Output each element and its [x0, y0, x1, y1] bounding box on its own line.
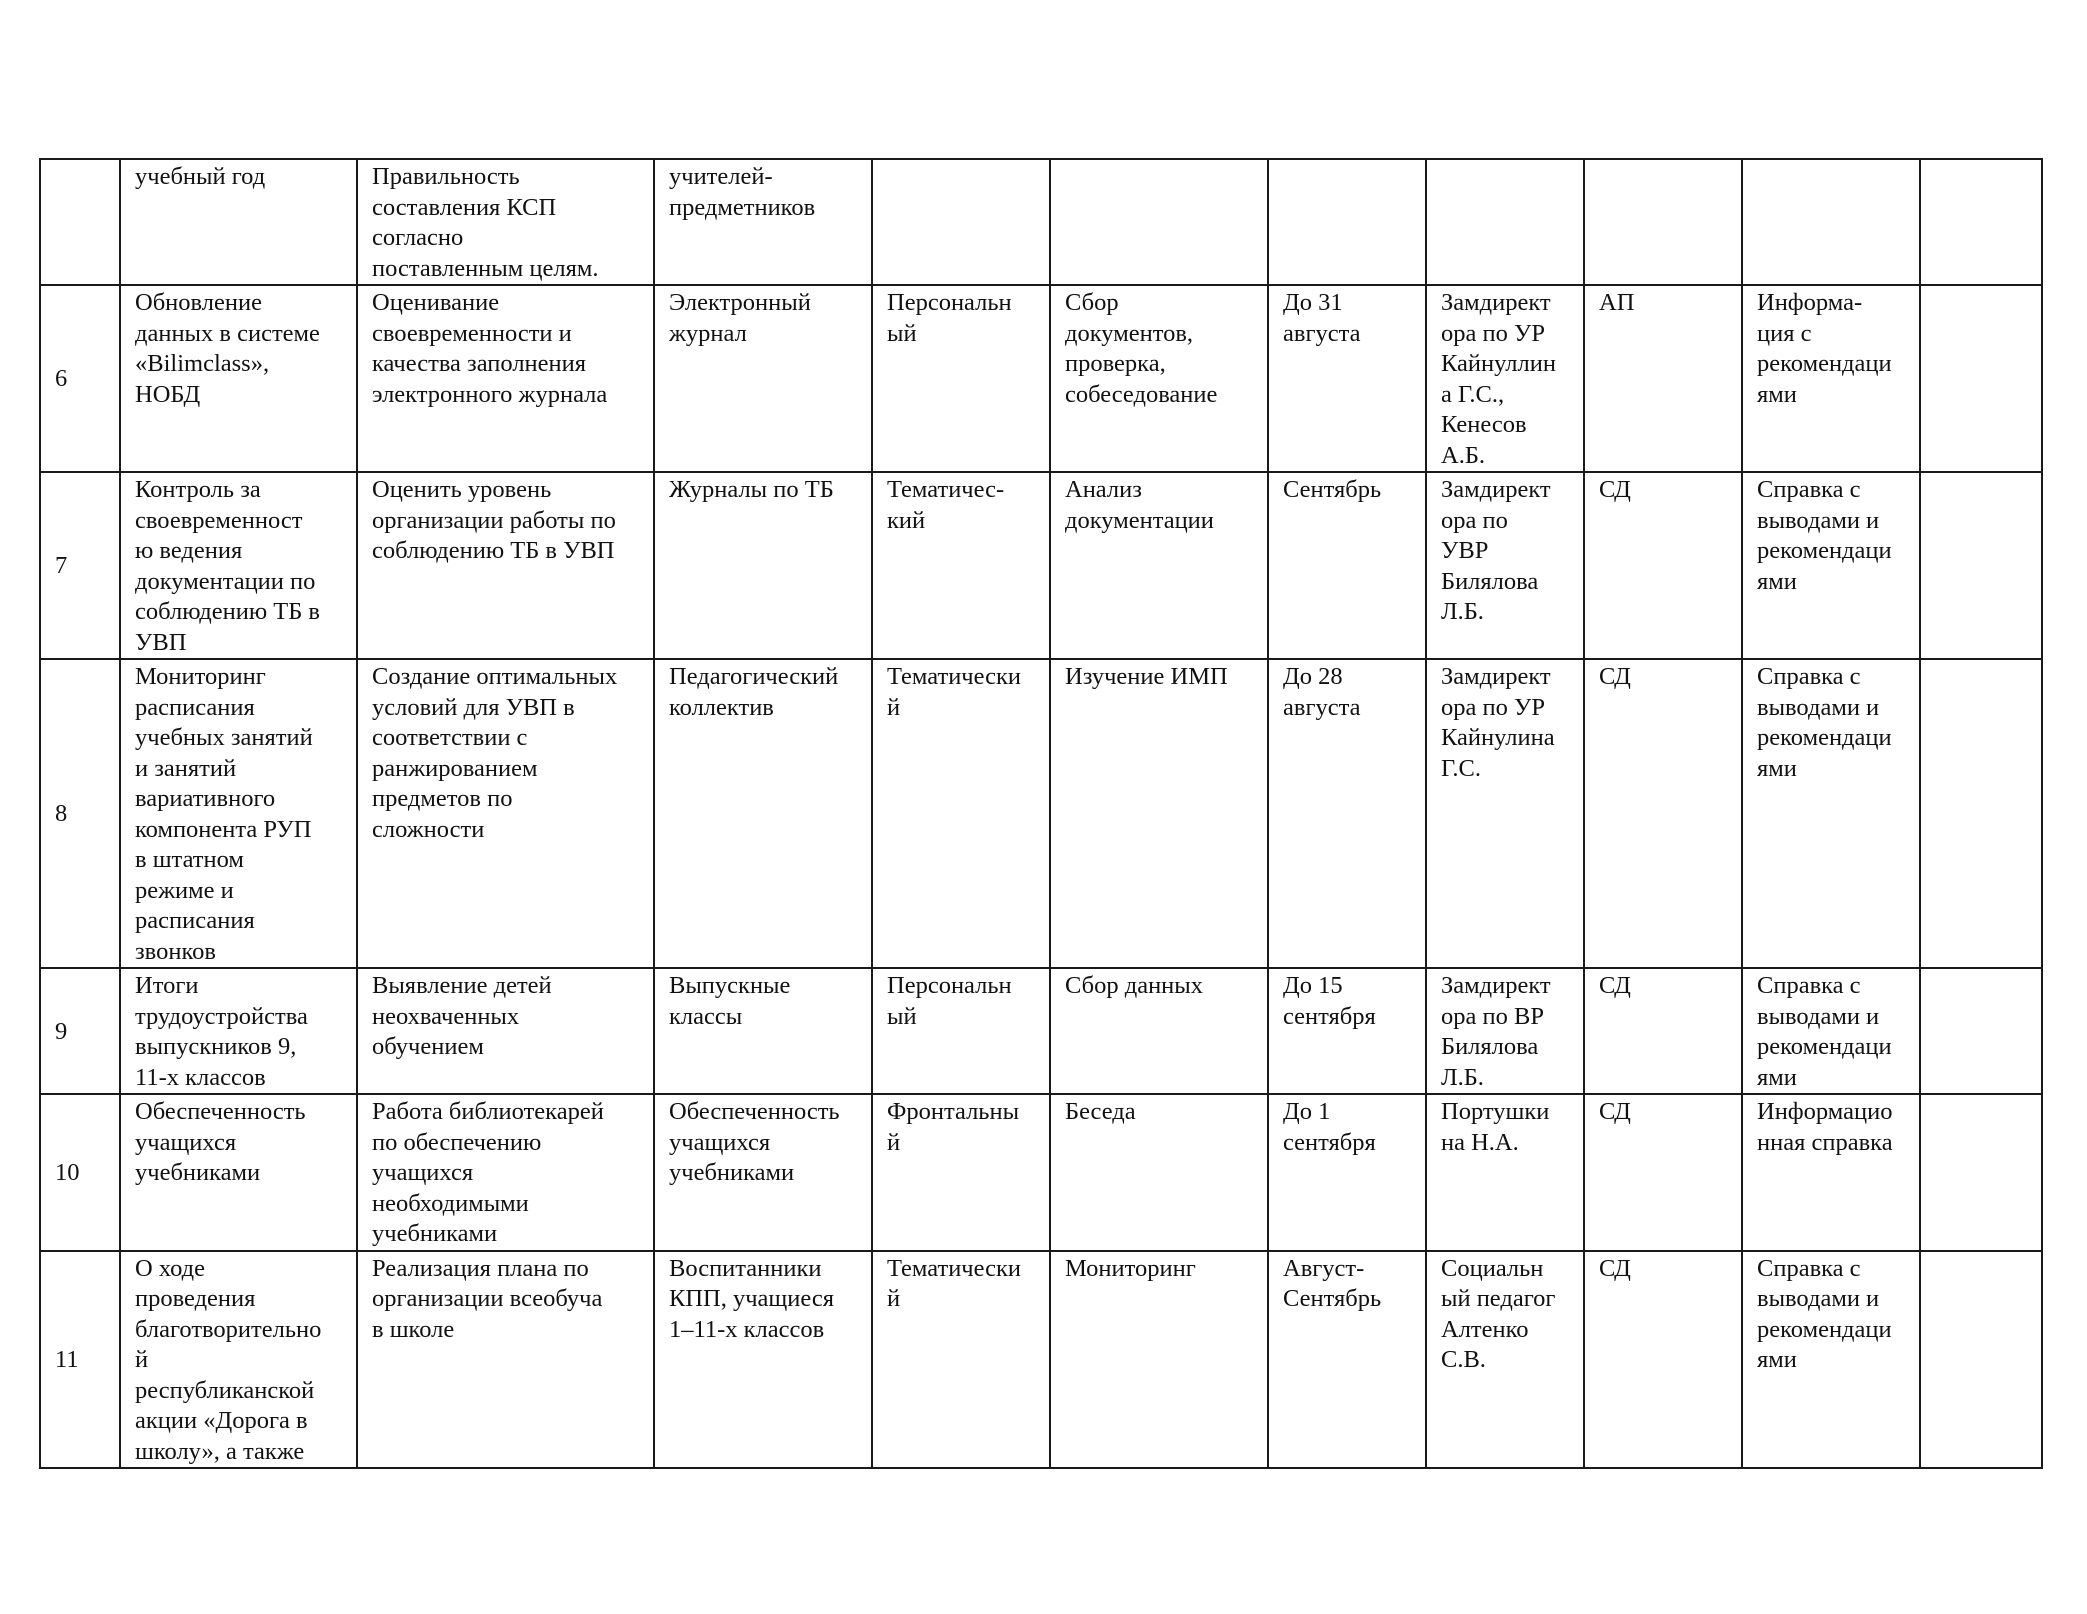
extra-cell [1920, 659, 2042, 968]
control-object-cell [654, 659, 872, 968]
cell-text-line: журнал [669, 319, 747, 347]
cell-text-line: выводами и [1757, 1285, 1880, 1312]
cell-text-line: расписания [135, 907, 255, 934]
cell-text-line: Справка с [1757, 476, 1861, 503]
cell-text-line: Оценивание [372, 289, 500, 316]
cell-text-line: необходимыми [372, 1189, 529, 1217]
control-item-cell [120, 1251, 357, 1469]
cell-text-line: Изучение ИМП [1065, 663, 1228, 690]
cell-text-line: Педагогический [669, 663, 839, 690]
table-row [40, 472, 2042, 659]
result-form-cell [1742, 1251, 1920, 1469]
control-method-cell [1050, 285, 1268, 472]
cell-text-line: УВП [135, 628, 187, 656]
review-place-cell [1584, 159, 1742, 285]
control-goal-cell [357, 472, 654, 659]
responsible-cell [1426, 159, 1584, 285]
cell-text-line: сентября [1283, 1002, 1376, 1030]
cell-text-line: До 28 [1283, 663, 1343, 690]
extra-cell [1920, 285, 2042, 472]
review-place-cell [1584, 659, 1742, 968]
cell-text-line: До 1 [1283, 1098, 1331, 1125]
control-item-cell [120, 159, 357, 285]
cell-text-line: своевременност [135, 506, 303, 534]
cell-text-line: электронного журнала [372, 380, 608, 408]
responsible-cell [1426, 472, 1584, 659]
cell-text-line: Социальн [1441, 1254, 1544, 1282]
cell-text-line: А.Б. [1441, 441, 1486, 469]
cell-text-line: Сентябрь [1283, 1285, 1382, 1312]
control-type-cell [872, 1094, 1050, 1251]
cell-text-line: школу», а также [135, 1437, 305, 1465]
cell-text-line: СД [1599, 476, 1631, 503]
cell-text-line: ый [887, 1002, 917, 1030]
cell-text-line: соблюдению ТБ в [135, 598, 320, 625]
cell-text-line: предметников [669, 193, 816, 221]
cell-text-line: неохваченных [372, 1002, 520, 1030]
cell-text-line: учащихся [372, 1159, 474, 1186]
cell-text-line: Персональн [887, 972, 1012, 999]
control-type-cell [872, 472, 1050, 659]
cell-text-line: Анализ [1065, 476, 1142, 503]
control-object-cell [654, 285, 872, 472]
review-place-cell [1584, 1094, 1742, 1251]
cell-text-line: СД [1599, 1098, 1631, 1125]
cell-text-line: Итоги [135, 972, 199, 999]
responsible-cell [1426, 1094, 1584, 1251]
control-deadline-cell [1268, 968, 1426, 1094]
control-type-cell [872, 968, 1050, 1094]
table-body [40, 159, 2042, 1468]
cell-text-line: составления КСП [372, 193, 557, 221]
cell-text-line: Август- [1283, 1254, 1365, 1282]
cell-text-line: Реализация плана по [372, 1254, 589, 1282]
cell-text-line: республиканской [135, 1376, 315, 1404]
cell-text-line: Тематически [887, 1254, 1021, 1282]
row-number-cell: 8 [40, 659, 120, 968]
cell-text-line: Замдирект [1441, 663, 1551, 690]
cell-text-line: Персональн [887, 289, 1012, 316]
cell-text-line: АП [1599, 289, 1635, 316]
cell-text-line: й [887, 1128, 901, 1156]
cell-text-line: ый педагог [1441, 1285, 1556, 1312]
cell-text-line: УВР [1441, 537, 1489, 564]
cell-text-line: учебных занятий [135, 724, 313, 751]
cell-text-line: Алтенко [1441, 1315, 1529, 1343]
cell-text-line: трудоустройства [135, 1002, 308, 1030]
result-form-cell [1742, 472, 1920, 659]
cell-text-line: документации [1065, 506, 1214, 534]
control-method-cell [1050, 968, 1268, 1094]
row-number-cell [40, 159, 120, 285]
cell-text-line: Сбор [1065, 289, 1119, 316]
cell-text-line: документации по [135, 567, 316, 595]
result-form-cell [1742, 1094, 1920, 1251]
cell-text-line: учителей- [669, 163, 773, 190]
cell-text-line: ями [1757, 380, 1797, 408]
table-row [40, 285, 2042, 472]
cell-text-line: й [887, 1285, 901, 1312]
cell-text-line: Л.Б. [1441, 1063, 1484, 1091]
cell-text-line: соблюдению ТБ в УВП [372, 537, 615, 564]
cell-text-line: СД [1599, 972, 1631, 999]
cell-text-line: Билялова [1441, 567, 1539, 595]
cell-text-line: Воспитанники [669, 1254, 822, 1282]
control-item-cell [120, 472, 357, 659]
cell-text-line: ю ведения [135, 537, 243, 564]
row-number-cell: 11 [40, 1251, 120, 1469]
cell-text-line: Замдирект [1441, 476, 1551, 503]
control-item-cell [120, 659, 357, 968]
control-deadline-cell [1268, 472, 1426, 659]
cell-text-line: Сентябрь [1283, 476, 1382, 503]
control-object-cell [654, 472, 872, 659]
result-form-cell [1742, 159, 1920, 285]
cell-text-line: Правильность [372, 163, 520, 190]
cell-text-line: режиме и [135, 876, 234, 904]
cell-text-line: Обеспеченность [669, 1098, 840, 1125]
cell-text-line: выводами и [1757, 506, 1880, 534]
table-row [40, 659, 2042, 968]
cell-text-line: августа [1283, 319, 1361, 347]
control-item-cell [120, 285, 357, 472]
cell-text-line: Выпускные [669, 972, 791, 999]
cell-text-line: Беседа [1065, 1098, 1136, 1125]
cell-text-line: До 31 [1283, 289, 1343, 316]
control-object-cell [654, 1094, 872, 1251]
cell-text-line: рекомендаци [1757, 724, 1892, 751]
cell-text-line: й [135, 1346, 149, 1373]
cell-text-line: расписания [135, 693, 255, 721]
cell-text-line: СД [1599, 1254, 1631, 1282]
cell-text-line: Справка с [1757, 1254, 1861, 1282]
cell-text-line: вариативного [135, 785, 276, 812]
result-form-cell [1742, 659, 1920, 968]
cell-text-line: благотворительно [135, 1315, 322, 1343]
cell-text-line: в школе [372, 1315, 455, 1343]
cell-text-line: Журналы по ТБ [669, 476, 834, 503]
cell-text-line: Электронный [669, 289, 811, 316]
cell-text-line: учебниками [669, 1159, 795, 1186]
table-row [40, 159, 2042, 285]
cell-text-line: Создание оптимальных [372, 663, 618, 690]
cell-text-line: й [887, 693, 901, 721]
cell-text-line: Оценить уровень [372, 476, 552, 503]
cell-text-line: в штатном [135, 846, 244, 873]
cell-text-line: Фронтальны [887, 1098, 1020, 1125]
cell-text-line: своевременности и [372, 319, 572, 347]
control-object-cell [654, 159, 872, 285]
control-item-cell [120, 1094, 357, 1251]
cell-text-line: ора по [1441, 506, 1508, 534]
cell-text-line: Обеспеченность [135, 1098, 306, 1125]
cell-text-line: ция с [1757, 319, 1812, 347]
cell-text-line: О ходе [135, 1254, 206, 1282]
cell-text-line: «Bilimclass», [135, 350, 270, 377]
cell-text-line: выводами и [1757, 693, 1880, 721]
cell-text-line: предметов по [372, 785, 513, 812]
cell-text-line: До 15 [1283, 972, 1343, 999]
control-goal-cell [357, 159, 654, 285]
control-method-cell [1050, 1251, 1268, 1469]
cell-text-line: условий для УВП в [372, 693, 575, 721]
cell-text-line: С.В. [1441, 1346, 1486, 1373]
control-goal-cell [357, 1251, 654, 1469]
cell-text-line: рекомендаци [1757, 350, 1892, 377]
control-method-cell [1050, 159, 1268, 285]
extra-cell [1920, 159, 2042, 285]
control-type-cell [872, 285, 1050, 472]
cell-text-line: кий [887, 506, 926, 534]
cell-text-line: Обновление [135, 289, 262, 316]
cell-text-line: согласно [372, 224, 464, 251]
cell-text-line: компонента РУП [135, 815, 312, 843]
control-deadline-cell [1268, 285, 1426, 472]
cell-text-line: сентября [1283, 1128, 1376, 1156]
table-row [40, 1094, 2042, 1251]
extra-cell [1920, 1251, 2042, 1469]
extra-cell [1920, 968, 2042, 1094]
cell-text-line: Л.Б. [1441, 598, 1484, 625]
review-place-cell [1584, 1251, 1742, 1469]
cell-text-line: Работа библиотекарей [372, 1098, 604, 1125]
control-deadline-cell [1268, 159, 1426, 285]
cell-text-line: Справка с [1757, 663, 1861, 690]
cell-text-line: качества заполнения [372, 350, 587, 377]
control-deadline-cell [1268, 1251, 1426, 1469]
cell-text-line: поставленным целям. [372, 254, 599, 282]
control-type-cell [872, 159, 1050, 285]
extra-cell [1920, 1094, 2042, 1251]
cell-text-line: ора по ВР [1441, 1002, 1544, 1030]
control-method-cell [1050, 472, 1268, 659]
responsible-cell [1426, 968, 1584, 1094]
cell-text-line: документов, [1065, 319, 1194, 347]
cell-text-line: нная справка [1757, 1128, 1893, 1156]
review-place-cell [1584, 968, 1742, 1094]
cell-text-line: проверка, [1065, 350, 1166, 377]
cell-text-line: Мониторинг [1065, 1254, 1196, 1282]
row-number-cell: 9 [40, 968, 120, 1094]
table-row [40, 968, 2042, 1094]
cell-text-line: классы [669, 1002, 743, 1030]
control-item-cell [120, 968, 357, 1094]
responsible-cell [1426, 285, 1584, 472]
cell-text-line: рекомендаци [1757, 537, 1892, 564]
cell-text-line: учебный год [135, 163, 266, 190]
control-type-cell [872, 659, 1050, 968]
cell-text-line: Сбор данных [1065, 972, 1204, 999]
cell-text-line: ый [887, 319, 917, 347]
row-number-cell: 6 [40, 285, 120, 472]
cell-text-line: 1–11-х классов [669, 1315, 825, 1343]
cell-text-line: рекомендаци [1757, 1033, 1892, 1060]
responsible-cell [1426, 659, 1584, 968]
cell-text-line: Кайнуллин [1441, 350, 1556, 377]
cell-text-line: ями [1757, 754, 1797, 782]
cell-text-line: сложности [372, 815, 485, 843]
cell-text-line: Информацио [1757, 1098, 1893, 1125]
cell-text-line: соответствии с [372, 724, 528, 751]
cell-text-line: Контроль за [135, 476, 261, 503]
control-deadline-cell [1268, 1094, 1426, 1251]
control-method-cell [1050, 659, 1268, 968]
cell-text-line: Кенесов [1441, 411, 1527, 438]
control-plan-table [39, 158, 2043, 1469]
cell-text-line: коллектив [669, 693, 774, 721]
cell-text-line: Замдирект [1441, 972, 1551, 999]
cell-text-line: учебниками [372, 1220, 498, 1247]
cell-text-line: обучением [372, 1033, 484, 1060]
control-goal-cell [357, 968, 654, 1094]
control-goal-cell [357, 285, 654, 472]
cell-text-line: ями [1757, 567, 1797, 595]
cell-text-line: ями [1757, 1063, 1797, 1091]
result-form-cell [1742, 968, 1920, 1094]
cell-text-line: Тематичес- [887, 476, 1005, 503]
cell-text-line: Г.С. [1441, 754, 1481, 782]
cell-text-line: Билялова [1441, 1033, 1539, 1060]
review-place-cell [1584, 285, 1742, 472]
row-number-cell: 10 [40, 1094, 120, 1251]
responsible-cell [1426, 1251, 1584, 1469]
cell-text-line: выпускников 9, [135, 1033, 297, 1060]
table-row [40, 1251, 2042, 1469]
cell-text-line: акции «Дорога в [135, 1407, 308, 1434]
cell-text-line: Портушки [1441, 1098, 1550, 1125]
cell-text-line: Мониторинг [135, 663, 266, 690]
cell-text-line: Замдирект [1441, 289, 1551, 316]
cell-text-line: Справка с [1757, 972, 1861, 999]
result-form-cell [1742, 285, 1920, 472]
cell-text-line: Информа- [1757, 289, 1863, 316]
cell-text-line: и занятий [135, 754, 237, 782]
cell-text-line: рекомендаци [1757, 1315, 1892, 1343]
cell-text-line: августа [1283, 693, 1361, 721]
cell-text-line: Выявление детей [372, 972, 552, 999]
control-object-cell [654, 968, 872, 1094]
cell-text-line: по обеспечению [372, 1128, 542, 1156]
cell-text-line: выводами и [1757, 1002, 1880, 1030]
cell-text-line: звонков [135, 937, 216, 965]
cell-text-line: СД [1599, 663, 1631, 690]
control-goal-cell [357, 1094, 654, 1251]
control-method-cell [1050, 1094, 1268, 1251]
cell-text-line: учащихся [135, 1128, 237, 1156]
cell-text-line: организации всеобуча [372, 1285, 603, 1312]
cell-text-line: ора по УР [1441, 319, 1545, 347]
cell-text-line: учебниками [135, 1159, 261, 1186]
control-object-cell [654, 1251, 872, 1469]
cell-text-line: 11-х классов [135, 1063, 266, 1091]
control-goal-cell [357, 659, 654, 968]
control-type-cell [872, 1251, 1050, 1469]
cell-text-line: ями [1757, 1346, 1797, 1373]
cell-text-line: Кайнулина [1441, 724, 1555, 751]
cell-text-line: проведения [135, 1285, 256, 1312]
cell-text-line: ора по УР [1441, 693, 1545, 721]
cell-text-line: организации работы по [372, 506, 616, 534]
row-number-cell: 7 [40, 472, 120, 659]
cell-text-line: собеседование [1065, 380, 1218, 408]
cell-text-line: КПП, учащиеся [669, 1285, 835, 1312]
cell-text-line: НОБД [135, 380, 201, 408]
cell-text-line: а Г.С., [1441, 380, 1505, 408]
control-deadline-cell [1268, 659, 1426, 968]
review-place-cell [1584, 472, 1742, 659]
extra-cell [1920, 472, 2042, 659]
cell-text-line: на Н.А. [1441, 1128, 1519, 1156]
cell-text-line: данных в системе [135, 319, 320, 347]
cell-text-line: учащихся [669, 1128, 771, 1156]
cell-text-line: Тематически [887, 663, 1021, 690]
cell-text-line: ранжированием [372, 754, 538, 782]
